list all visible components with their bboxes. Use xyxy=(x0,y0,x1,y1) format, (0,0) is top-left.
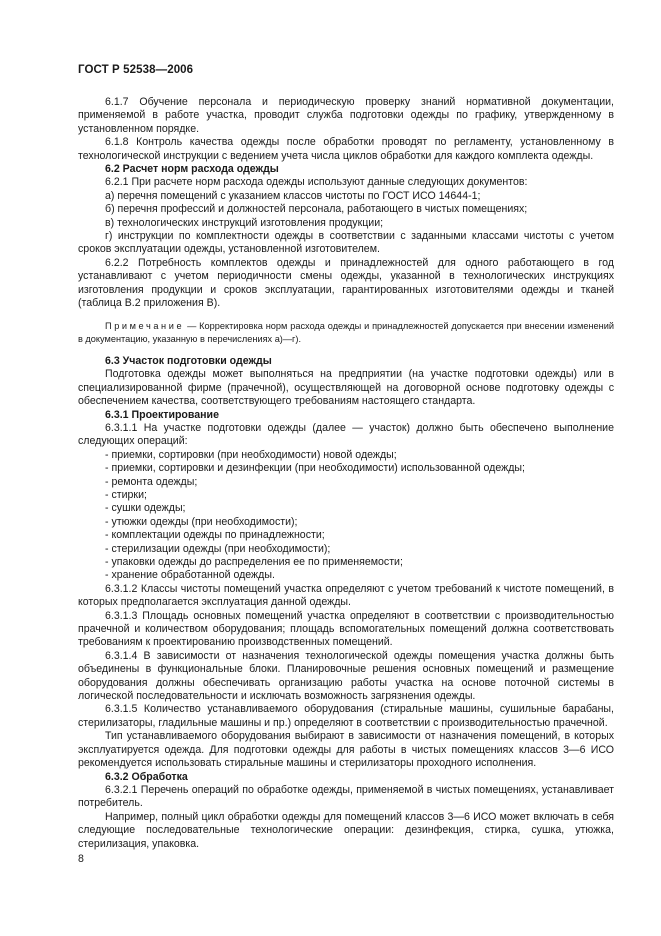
operation-item: - стирки; xyxy=(105,488,147,501)
operation-item: - сушки одежды; xyxy=(105,502,186,515)
paragraph-6-3-1-2: 6.3.1.2 Классы чистоты помещений участка определяют с учетом требований к чистоте помещений, в которых предполагается эксплуатация данной одежды. xyxy=(78,582,614,609)
list-item-v: в) технологических инструкций изготовления продукции; xyxy=(105,216,384,229)
section-heading-6-2: 6.2 Расчет норм расхода одежды xyxy=(105,163,279,176)
paragraph-6-3-2-1-example: Например, полный цикл обработки одежды для помещений классов 3—6 ИСО может включать в себя следующие последовательные технологические операции: дезинфекция, стирка, сушка, утюжка, стерилизация, упаковка. xyxy=(78,810,614,850)
list-item-b: б) перечня профессий и должностей персонала, работающего в чистых помещениях; xyxy=(105,203,528,216)
section-heading-6-3-2: 6.3.2 Обработка xyxy=(105,770,188,783)
paragraph-6-3-1-5: 6.3.1.5 Количество устанавливаемого оборудования (стиральные машины, сушильные барабаны, стерилизаторы, гладильные машины и пр.) определяют в соответствии с производительностью прачечной. xyxy=(78,703,614,729)
paragraph-6-3-1-3: 6.3.1.3 Площадь основных помещений участка определяют в соответствии с производительностью прачечной и количеством оборудования; площадь вспомогательных помещений должна соответствовать требованиям к проектированию производственных помещений. xyxy=(78,609,614,649)
operation-item: - стерилизации одежды (при необходимости); xyxy=(105,542,331,555)
operation-item: - утюжки одежды (при необходимости); xyxy=(105,515,298,528)
note-text: — Корректировка норм расхода одежды и принадлежностей допускается при внесении изменений в документацию, указанную в перечислениях а)—г). xyxy=(78,320,614,344)
paragraph-6-3: Подготовка одежды может выполняться на предприятии (на участке подготовки одежды) или в специализированной фирме (прачечной), осуществляющей на договорной основе подготовку одежды с обеспечением качества, соответствующего требованиям настоящего стандарта. xyxy=(78,368,614,408)
section-heading-6-3-1: 6.3.1 Проектирование xyxy=(105,408,219,421)
operation-item: - хранение обработанной одежды. xyxy=(105,569,275,582)
list-item-a: а) перечня помещений с указанием классов чистоты по ГОСТ ИСО 14644-1; xyxy=(105,189,481,202)
operation-item: - комплектации одежды по принадлежности; xyxy=(105,529,325,542)
paragraph-6-1-7: 6.1.7 Обучение персонала и периодическую проверку знаний нормативной документации, применяемой в работе участка, проводит служба подготовки одежды по графику, утвержденному в установленном порядке. xyxy=(78,96,614,135)
note xyxy=(78,320,614,346)
operation-item: - приемки, сортировки (при необходимости) новой одежды; xyxy=(105,448,397,461)
paragraph-6-2-1: 6.2.1 При расчете норм расхода одежды используют данные следующих документов: xyxy=(105,176,528,189)
paragraph-6-3-1-1: 6.3.1.1 На участке подготовки одежды (далее — участок) должно быть обеспечено выполнение следующих операций: xyxy=(78,421,614,448)
section-heading-6-3: 6.3 Участок подготовки одежды xyxy=(105,354,272,367)
operation-item: - ремонта одежды; xyxy=(105,475,198,488)
note-label: Примечание xyxy=(105,320,185,331)
page-body xyxy=(78,96,614,851)
operation-item: - приемки, сортировки и дезинфекции (при необходимости) использованной одежды; xyxy=(105,462,525,475)
operation-item: - упаковки одежды до распределения ее по применяемости; xyxy=(105,556,403,568)
paragraph-6-2-2: 6.2.2 Потребность комплектов одежды и принадлежностей для одного работающего в год устанавливают с учетом периодичности смены одежды, указанной в технологических инструкциях изготовления продукции и сроков эксплуатации, гарантированных изготовителями одежды и тканей (таблица В.2 приложения В). xyxy=(78,256,614,310)
page-number: 8 xyxy=(78,853,84,865)
paragraph-6-3-1-4: 6.3.1.4 В зависимости от назначения технологической одежды помещения участка должны быть объединены в функциональные блоки. Планировочные решения основных помещений и размещение оборудования должны обеспечивать организацию работы участка на основе поточной системы в логической последовательности и исключать возможность загрязнения одежды. xyxy=(78,649,614,703)
paragraph-6-3-2-1: 6.3.2.1 Перечень операций по обработке одежды, применяемой в чистых помещениях, устанавливает потребитель. xyxy=(78,783,614,810)
paragraph-6-3-1-5-continued: Тип устанавливаемого оборудования выбирают в зависимости от назначения помещений, в которых эксплуатируется одежда. Для подготовки одежды для работы в чистых помещениях классов 3—6 ИСО рекомендуется использовать стиральные машины и стерилизаторы проходного исполнения. xyxy=(78,730,614,770)
paragraph-6-1-8: 6.1.8 Контроль качества одежды после обработки проводят по регламенту, установленному в технологической инструкции с ведением учета числа циклов обработки для каждого комплекта одежды. xyxy=(78,136,614,162)
list-item-g: г) инструкции по комплектности одежды в соответствии с заданными классами чистоты с учетом сроков эксплуатации одежды, установленной изготовителем. xyxy=(78,230,614,256)
document-header: ГОСТ Р 52538—2006 xyxy=(78,64,194,76)
